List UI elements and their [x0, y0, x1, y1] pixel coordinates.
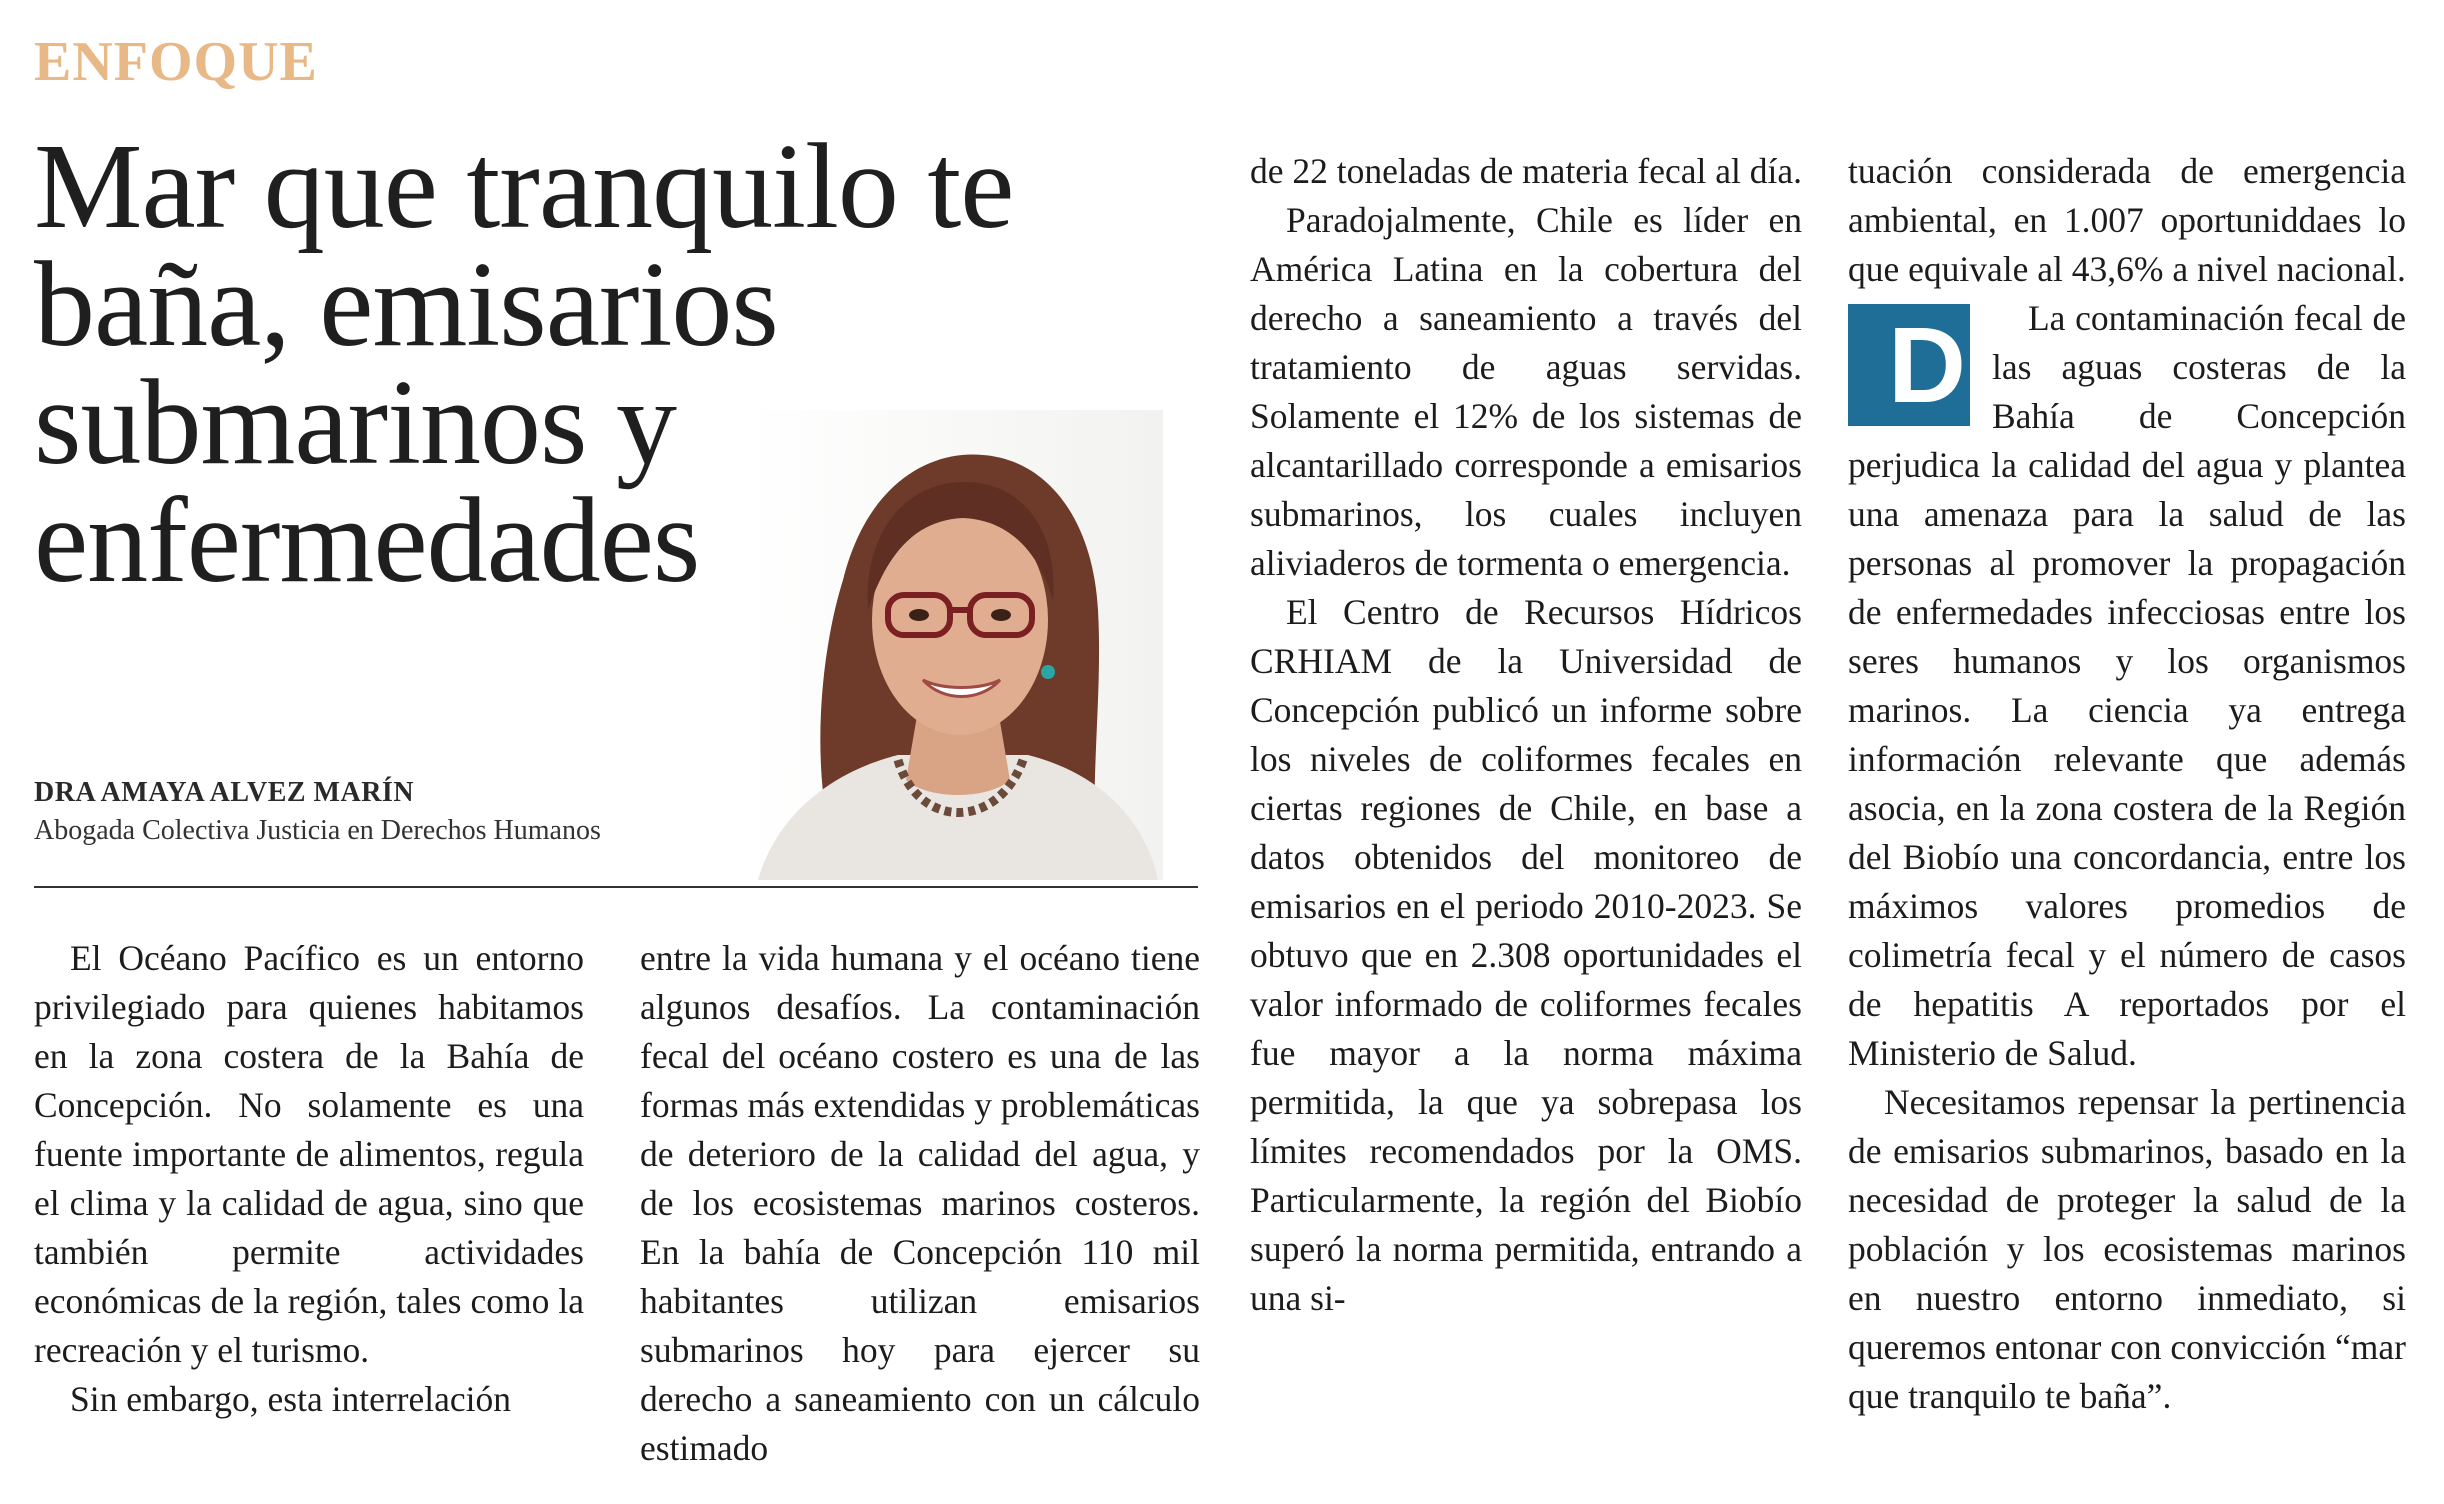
paragraph: Paradojalmente, Chile es líder en América Latina en la cobertura del derecho a saneamiento a través del tratamiento de aguas servidas. Solamente el 12% de los sistemas de alcantarillado corresponde a emisarios submarinos, los cuales incluyen aliviaderos de tormenta o emergencia.	[1250, 200, 1802, 583]
paragraph: de 22 toneladas de materia fecal al día.	[1250, 151, 1802, 191]
paragraph: tuación considerada de emergencia ambiental, en 1.007 oportuniddaes lo que equivale al 43,6% a nivel nacional.	[1848, 151, 2406, 289]
author-role: Abogada Colectiva Justicia en Derechos Humanos	[34, 815, 601, 846]
header-divider	[34, 886, 1198, 888]
author-portrait-illustration	[748, 410, 1163, 880]
paragraph-with-dropcap	[1848, 294, 2406, 1078]
article-column-4	[1848, 147, 2406, 1421]
article-column-2	[640, 934, 1200, 1473]
dropcap-letter: D	[1848, 304, 1970, 426]
article-column-1	[34, 934, 584, 1424]
paragraph-text: La contaminación fecal de las aguas costeras de la Bahía de Concepción perjudica la calidad del agua y plantea una amenaza para la salud de las personas al promover la propagación de enfermedades infecciosas entre los seres humanos y los organismos marinos. La ciencia ya entrega información relevante que además asocia, en la zona costera de la Región del Biobío una concordancia, entre los máximos valores promedios de colimetría fecal y el número de casos de hepatitis A reportados por el Ministerio de Salud.	[1848, 298, 2406, 1073]
paragraph: entre la vida humana y el océano tiene algunos desafíos. La contaminación fecal del océano costero es una de las formas más extendidas y problemáticas de deterioro de la calidad del agua, y de los ecosistemas marinos costeros. En la bahía de Concepción 110 mil habitantes utilizan emisarios submarinos hoy para ejercer su derecho a saneamiento con un cálculo estimado	[640, 938, 1200, 1468]
section-label: ENFOQUE	[34, 31, 318, 93]
paragraph: El Océano Pacífico es un entorno privilegiado para quienes habitamos en la zona costera de la Bahía de Concepción. No solamente es una fuente importante de alimentos, regula el clima y la calidad de agua, sino que también permite actividades económicas de la región, tales como la recreación y el turismo.	[34, 938, 584, 1370]
headline: Mar que tranquilo te baña, emisarios submarinos y enfermedades	[34, 119, 1014, 608]
paragraph: El Centro de Recursos Hídricos CRHIAM de la Universidad de Concepción publicó un informe sobre los niveles de coliformes fecales en ciertas regiones de Chile, en base a datos obtenidos del monitoreo de emisarios en el periodo 2010-2023. Se obtuvo que en 2.308 oportunidades el valor informado de coliformes fecales fue mayor a la norma máxima permitida, la que ya sobrepasa los límites recomendados por la OMS. Particularmente, la región del Biobío superó la norma permitida, entrando a una si-	[1250, 592, 1802, 1318]
paragraph: Necesitamos repensar la pertinencia de emisarios submarinos, basado en la necesidad de proteger la salud de la población y los ecosistemas marinos en nuestro entorno inmediato, si queremos entonar con convicción “mar que tranquilo te baña”.	[1848, 1082, 2406, 1416]
author-name: DRA AMAYA ALVEZ MARÍN	[34, 777, 415, 808]
author-photo	[748, 410, 1163, 880]
paragraph: Sin embargo, esta interrelación	[70, 1379, 511, 1419]
article-column-3	[1250, 147, 1802, 1323]
